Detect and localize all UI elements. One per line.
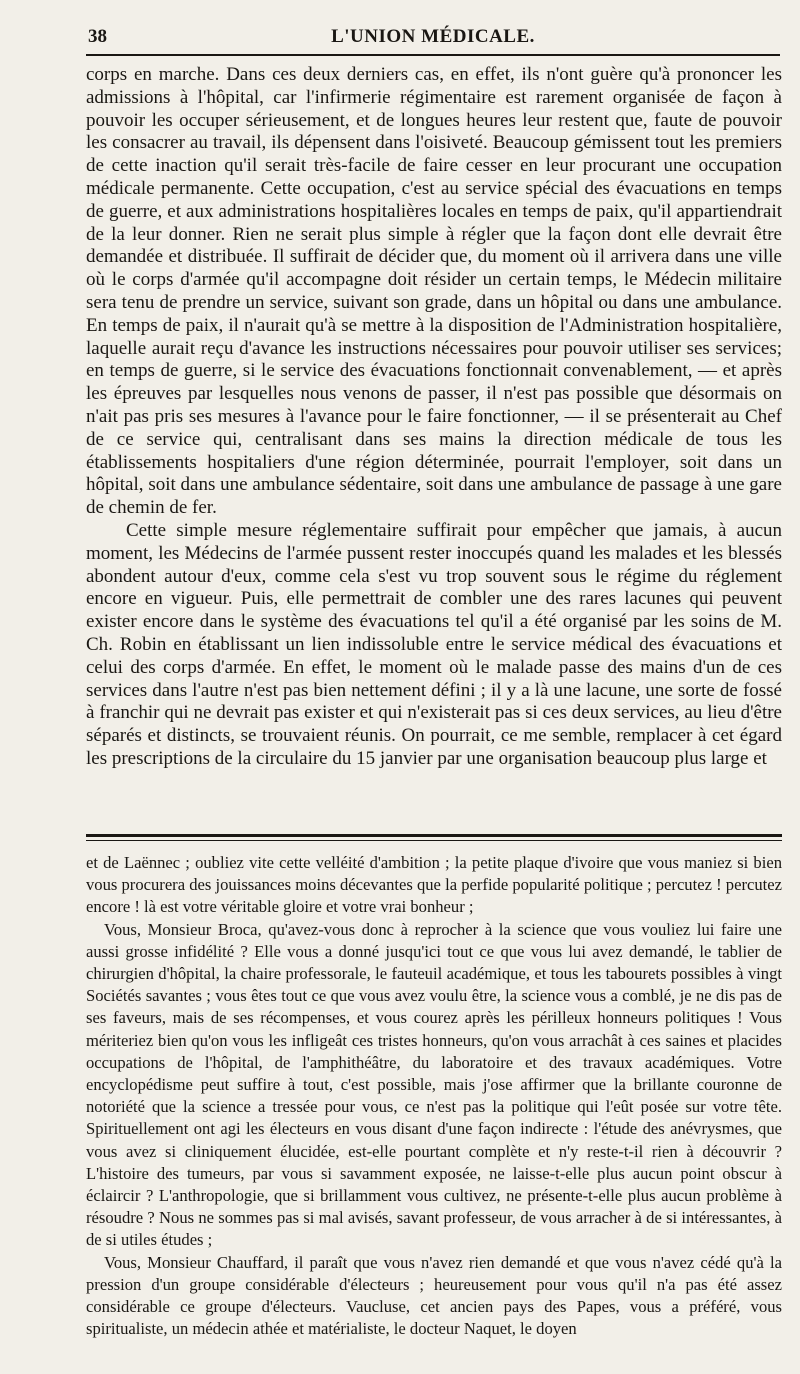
page-number: 38 bbox=[88, 26, 107, 47]
feuilleton-body bbox=[86, 852, 782, 1340]
article-body bbox=[86, 64, 782, 771]
article-paragraph: corps en marche. Dans ces deux derniers cas, en effet, ils n'ont guère qu'à prononcer les admissions à l'hôpital, car l'infirmerie régimentaire est rarement organisée de façon à pouvoir les occuper sérieusement, et de longues heures leur restent que, faute de pouvoir les consacrer au travail, ils dépensent dans l'oisiveté. Beaucoup gémissent tout les premiers de cette inaction qu'il serait très-facile de faire cesser en leur procurant une occupation médicale permanente. Cette occupation, c'est au service spécial des évacuations en temps de guerre, et aux administrations hospitalières locales en temps de paix, qu'il appartiendrait de la leur donner. Rien ne serait plus simple à régler que la façon dont elle devrait être demandée et distribuée. Il suffirait de décider que, du moment où il arrivera dans une ville où le corps d'armée qu'il accompagne doit résider un certain temps, le Médecin militaire sera tenu de prendre un service, suivant son grade, dans un hôpital ou dans une ambulance. En temps de paix, il n'aurait qu'à se mettre à la disposition de l'Administration hospitalière, laquelle aurait reçu d'avance les instructions nécessaires pour pouvoir utiliser ses services; en temps de guerre, si le service des évacuations fonctionnait convenablement, — et après les épreuves par lesquelles nous venons de passer, il n'est pas possible que désormais on n'ait pas pris ses mesures à l'avance pour le faire fonctionner, — il se présenterait au Chef de ce service qui, centralisant dans ses mains la direction médicale de tous les établissements hospitaliers d'une région déterminée, pourrait l'employer, soit dans un hôpital, soit dans une ambulance sédentaire, soit dans une ambulance de passage à une gare de chemin de fer. bbox=[86, 64, 782, 519]
page-header bbox=[88, 22, 778, 52]
feuilleton-separator bbox=[86, 834, 782, 841]
article-paragraph: Cette simple mesure réglementaire suffirait pour empêcher que jamais, à aucun moment, les Médecins de l'armée pussent rester inoccupés quand les malades et les blessés abondent autour d'eux, comme cela s'est vu trop souvent sous le régime du réglement encore en vigueur. Puis, elle permettrait de combler une des rares lacunes qui peuvent exister encore dans le système des évacuations tel qu'il a été organisé par les soins de M. Ch. Robin en établissant un lien indissoluble entre le service médical des évacuations et celui des corps d'armée. En effet, le moment où le malade passe des mains d'un de ces services dans l'autre n'est pas bien nettement défini ; il y a là une lacune, une sorte de fossé à franchir qui ne devrait pas exister et qui n'existerait pas si ces deux services, au lieu d'être séparés et distincts, se trouvaient réunis. On pourrait, ce me semble, remplacer à cet égard les prescriptions de la circulaire du 15 janvier par une organisation beaucoup plus large et bbox=[86, 519, 782, 769]
feuilleton-paragraph: Vous, Monsieur Chauffard, il paraît que vous n'avez rien demandé et que vous n'avez cédé qu'à la pression d'un groupe considérable d'électeurs ; heureusement pour vous qu'il n'a pas été assez considérable ce groupe d'électeurs. Vaucluse, cet ancien pays des Papes, vous a préféré, vous spiritualiste, un médecin athée et matérialiste, le docteur Naquet, le doyen bbox=[86, 1252, 782, 1339]
header-rule bbox=[86, 54, 780, 56]
feuilleton-paragraph: Vous, Monsieur Broca, qu'avez-vous donc à reprocher à la science que vous vouliez lui faire une aussi grosse infidélité ? Elle vous a donné jusqu'ici tout ce que vous lui avez demandé, le tablier de chirurgien d'hôpital, la chaire professorale, le fauteuil académique, et tous les tabourets possibles à vingt Sociétés savantes ; vous êtes tout ce que vous avez voulu être, la science vous a comblé, je ne dis pas de ses faveurs, mais de ses récompenses, et vous courez après les périlleux honneurs politiques ! Vous mériteriez bien qu'on vous les infligeât ces tristes honneurs, qu'on vous arrachât à ces saines et placides occupations de l'hôpital, de l'amphithéâtre, du laboratoire et des travaux académiques. Votre encyclopédisme peut suffire à tout, c'est possible, mais j'ose affirmer que la brillante couronne de notoriété que la science a tressée pour vous, ce n'est pas la politique qui l'eût posée sur votre tête. Spirituellement ont agi les électeurs en vous disant d'une façon indirecte : l'étude des anévrysmes, que vous avez si cliniquement élucidée, est-elle pourtant complète et n'y reste-t-il rien à découvrir ? L'histoire des tumeurs, par vous si savamment exposée, ne laisse-t-elle plus aucun point obscur à éclaircir ? L'anthropologie, que si brillamment vous cultivez, ne présente-t-elle plus aucun problème à résoudre ? Nous ne sommes pas si mal avisés, savant professeur, de vous arracher à de si intéressantes, à de si utiles études ; bbox=[86, 919, 782, 1250]
journal-title: L'UNION MÉDICALE. bbox=[331, 26, 535, 47]
feuilleton-paragraph: et de Laënnec ; oubliez vite cette velléité d'ambition ; la petite plaque d'ivoire que vous maniez si bien vous procurera des jouissances moins décevantes que la perfide popularité politique ; percutez ! percutez encore ! là est votre véritable gloire et votre vrai bonheur ; bbox=[86, 853, 782, 917]
